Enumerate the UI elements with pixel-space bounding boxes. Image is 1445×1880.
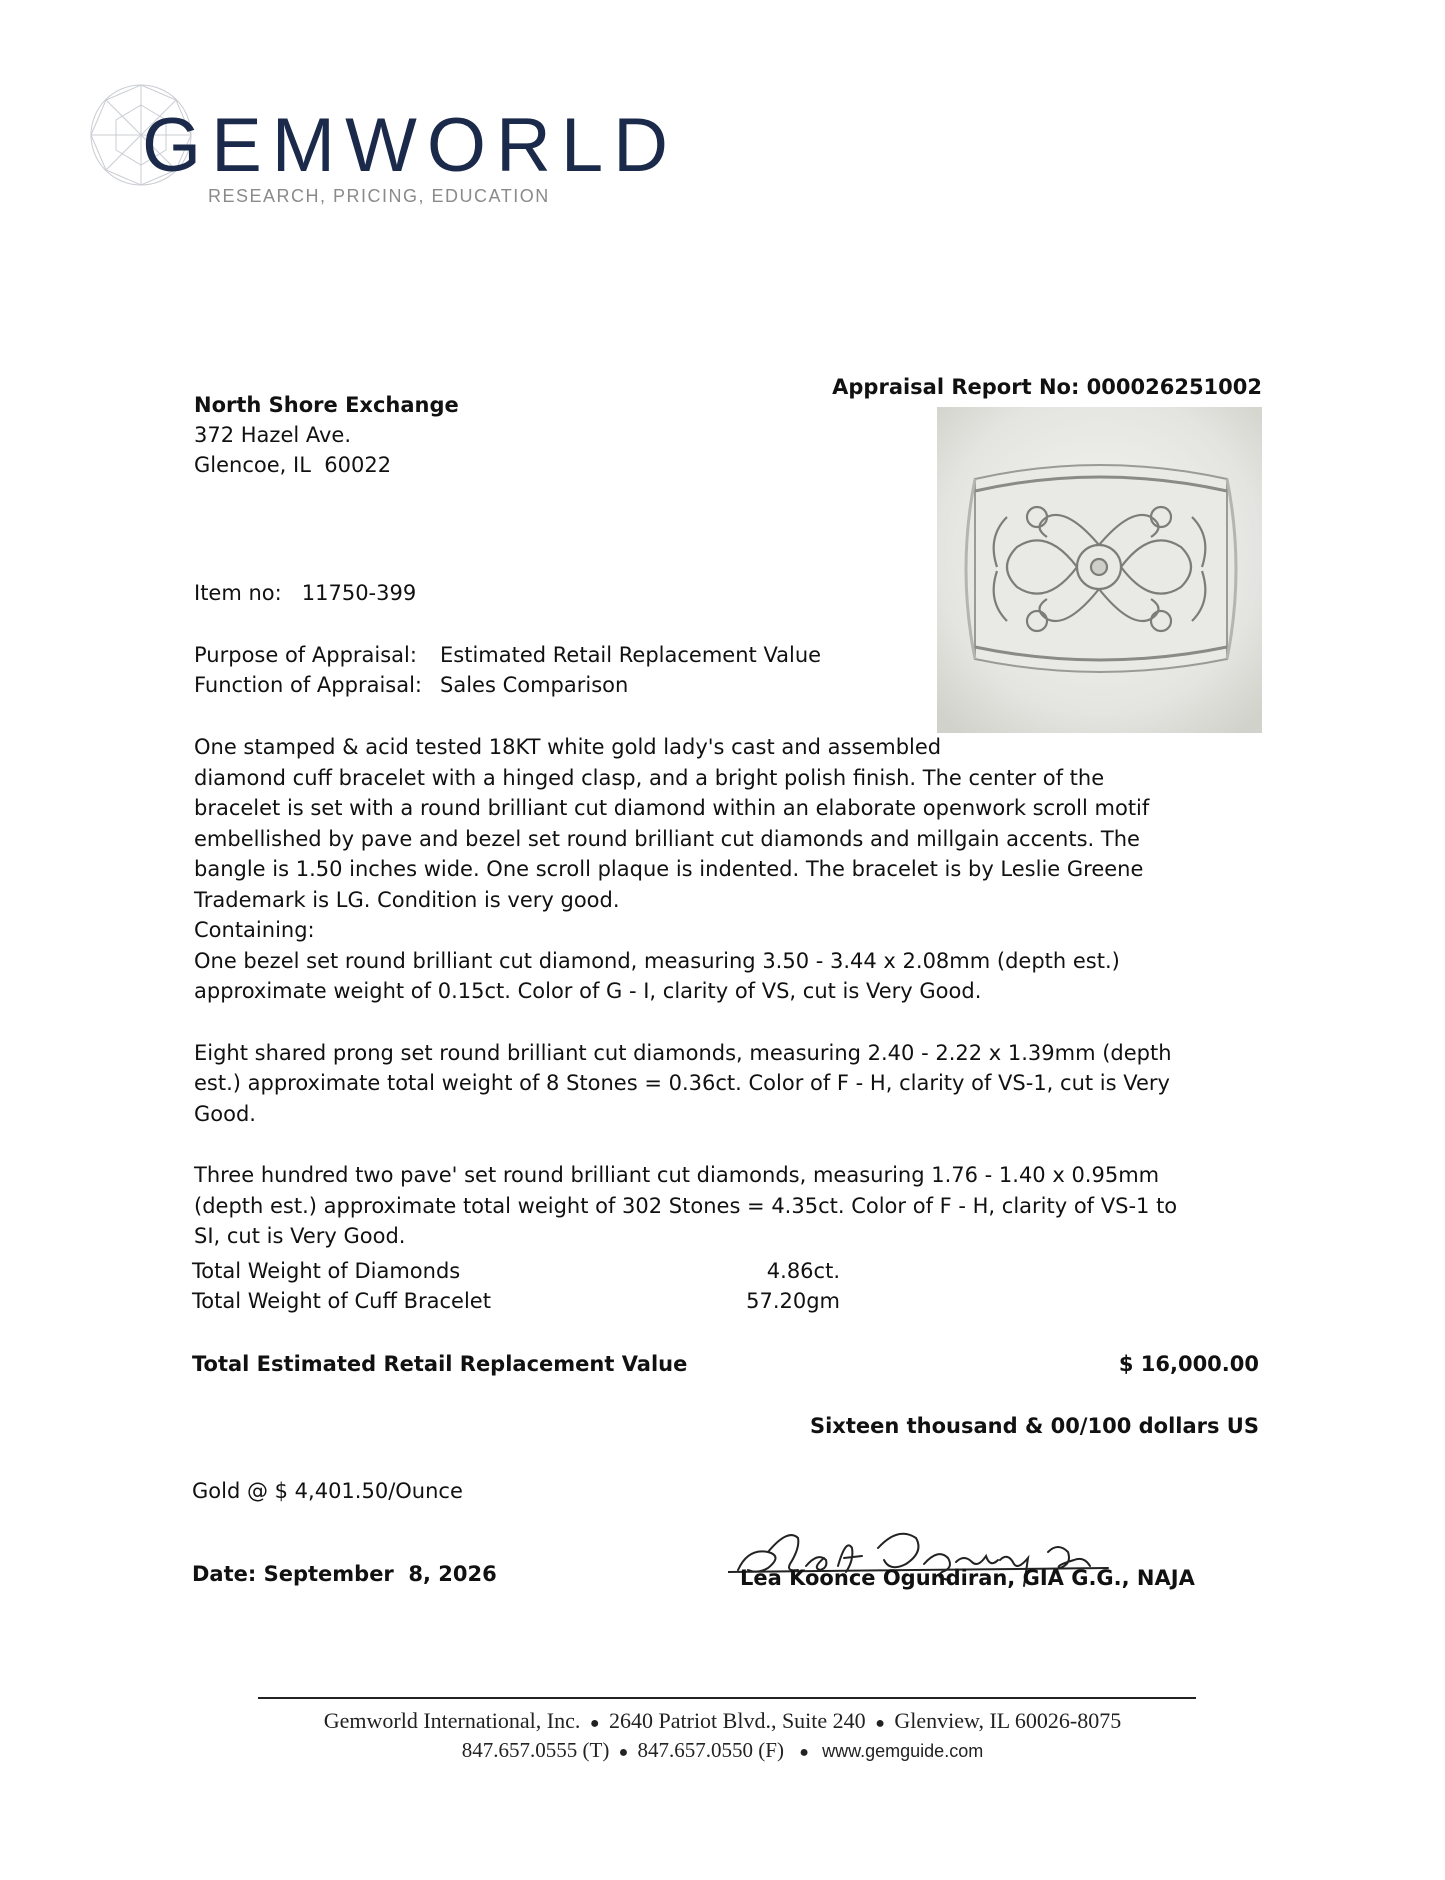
function-value: Sales Comparison <box>440 673 629 697</box>
report-number-value: 000026251002 <box>1086 375 1262 399</box>
client-address-line2: Glencoe, IL 60022 <box>194 453 392 477</box>
bullet-icon: ● <box>618 1744 629 1761</box>
bullet-icon: ● <box>799 1744 809 1761</box>
appraisal-info <box>194 640 821 700</box>
bullet-icon: ● <box>589 1715 600 1732</box>
report-number <box>832 372 1262 402</box>
description-intro: diamond cuff bracelet with a hinged clasp, and a bright polish finish. The center of the bracelet is set with a round brilliant cut diamond within an elaborate openwork scroll motif embellished by pave and bezel set round brilliant cut diamonds and millgain accents. The bangle is 1.50 inches wide. One scroll plaque is indented. The bracelet is by Leslie Greene Trademark is LG. Condition is very good. <box>194 765 1150 912</box>
total-value-label: Total Estimated Retail Replacement Value <box>192 1352 688 1376</box>
total-value-words: Sixteen thousand & 00/100 dollars US <box>809 1414 1259 1438</box>
appraisal-date: Date: September 8, 2026 <box>192 1562 497 1586</box>
weight-totals <box>192 1256 840 1316</box>
description-intro-line1: One stamped & acid tested 18KT white gold lady's cast and assembled <box>194 735 942 759</box>
bracelet-weight-value: 57.20gm <box>746 1289 840 1313</box>
footer-phone: 847.657.0555 (T) <box>461 1738 610 1762</box>
footer-street: 2640 Patriot Blvd., Suite 240 <box>609 1708 866 1733</box>
footer-address <box>0 1708 1445 1734</box>
footer-divider <box>258 1697 1196 1699</box>
item-number <box>194 578 416 608</box>
bracelet-weight-label: Total Weight of Cuff Bracelet <box>192 1289 491 1313</box>
diamond-weight-value: 4.86ct. <box>766 1259 840 1283</box>
stone-description-2: Eight shared prong set round brilliant cut diamonds, measuring 2.40 - 2.22 x 1.39mm (depth est.) approximate total weight of 8 Stones = 0.36ct. Color of F - H, clarity of VS-1, cut is Very Good. <box>194 1040 1172 1126</box>
logo-title: GEMWORLD <box>142 103 678 188</box>
logo-tagline: RESEARCH, PRICING, EDUCATION <box>208 186 550 206</box>
client-address <box>194 390 459 480</box>
bracelet-photo <box>937 407 1262 733</box>
footer-city: Glenview, IL 60026-8075 <box>894 1708 1122 1733</box>
purpose-label: Purpose of Appraisal: <box>194 643 417 667</box>
bullet-icon: ● <box>875 1715 885 1732</box>
total-value-amount: $ 16,000.00 <box>1118 1352 1259 1376</box>
client-address-line1: 372 Hazel Ave. <box>194 423 352 447</box>
containing-label: Containing: <box>194 918 315 942</box>
stone-description-3: Three hundred two pave' set round brilliant cut diamonds, measuring 1.76 - 1.40 x 0.95mm (depth est.) approximate total weight of 302 Stones = 4.35ct. Color of F - H, clarity of VS-1 to SI, cut is Very Good. <box>194 1163 1178 1248</box>
gold-price: Gold @ $ 4,401.50/Ounce <box>192 1479 463 1503</box>
footer-contact <box>0 1738 1445 1763</box>
appraiser-name: Lea Koonce Ogundiran, GIA G.G., NAJA <box>740 1566 1195 1590</box>
item-description <box>194 732 1214 1252</box>
client-name: North Shore Exchange <box>194 393 459 417</box>
item-number-label: Item no: <box>194 581 282 605</box>
item-number-value: 11750-399 <box>301 581 417 605</box>
purpose-value: Estimated Retail Replacement Value <box>440 643 822 667</box>
stone-description-1: One bezel set round brilliant cut diamond, measuring 3.50 - 3.44 x 2.08mm (depth est.) approximate weight of 0.15ct. Color of G - I, clarity of VS, cut is Very Good. <box>194 948 1120 1003</box>
footer-website: www.gemguide.com <box>822 1741 984 1761</box>
footer-fax: 847.657.0550 (F) <box>637 1738 784 1762</box>
report-number-label: Appraisal Report No: <box>832 375 1080 399</box>
diamond-weight-label: Total Weight of Diamonds <box>192 1259 461 1283</box>
footer-company: Gemworld International, Inc. <box>323 1708 581 1733</box>
function-label: Function of Appraisal: <box>194 673 422 697</box>
